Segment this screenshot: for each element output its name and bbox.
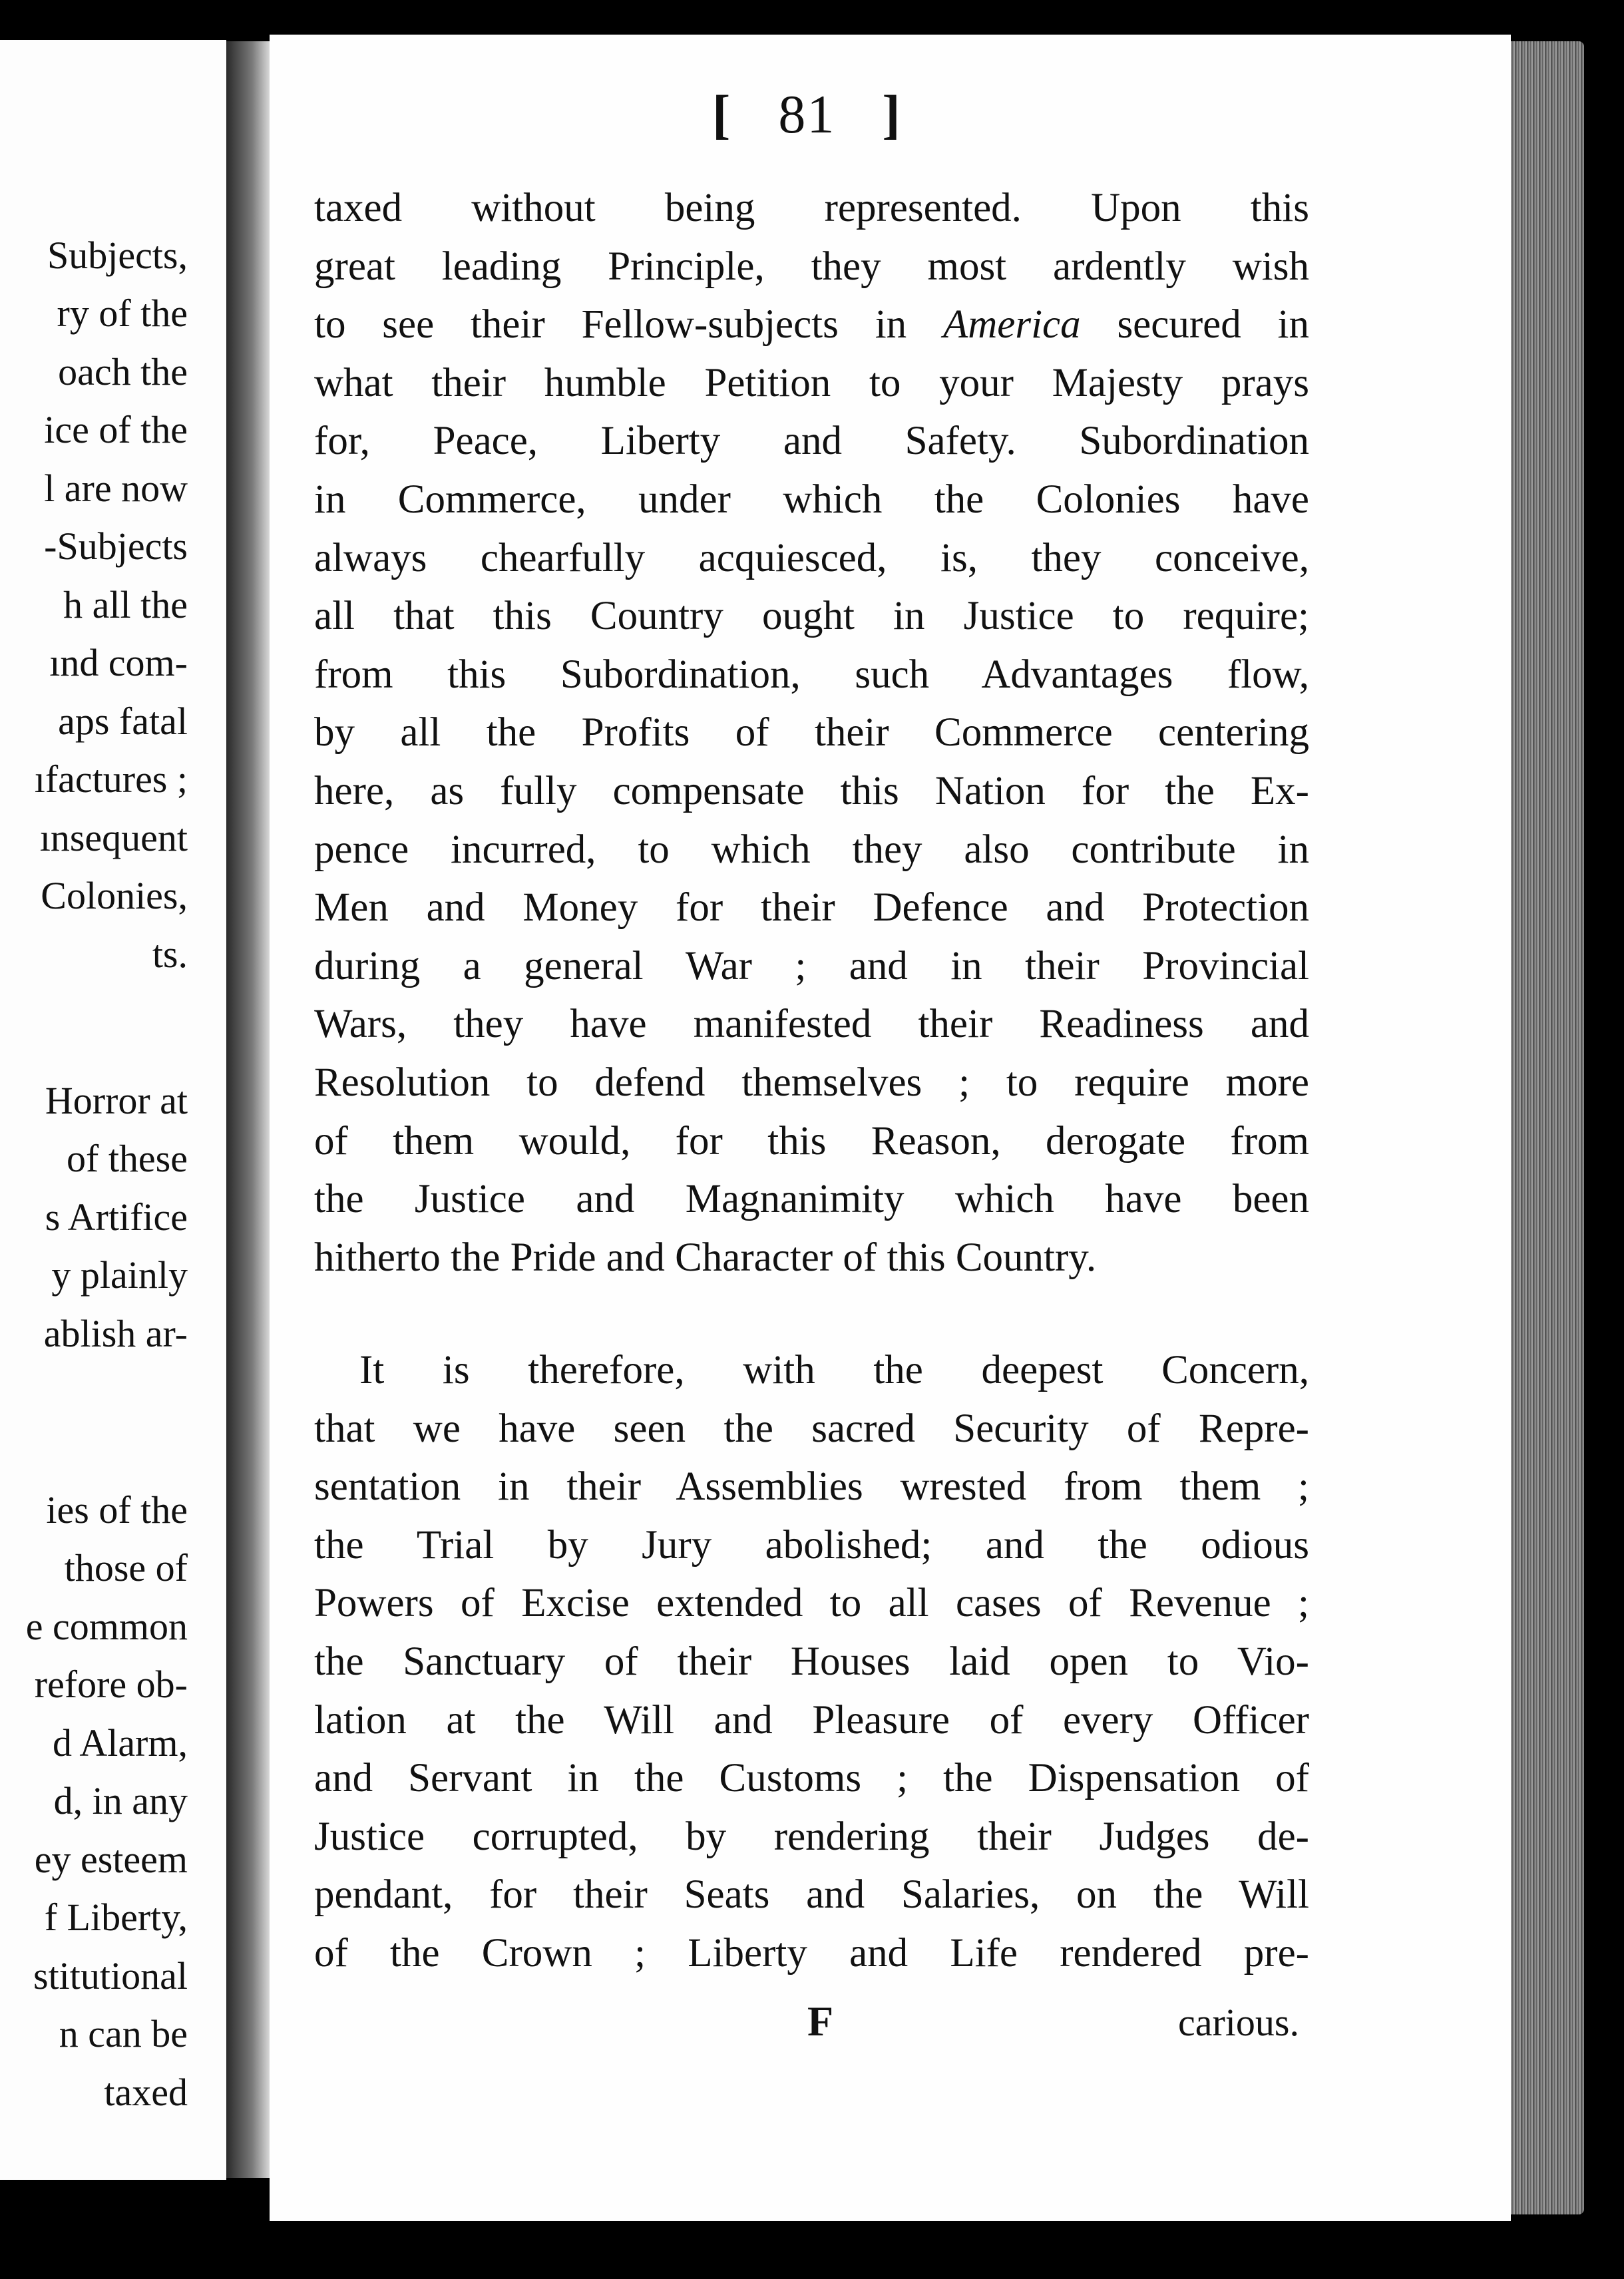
left-page-line: y plainly bbox=[51, 1253, 188, 1297]
left-page-line: l are now bbox=[44, 467, 188, 510]
text-line: lation at the Will and Pleasure of every Officer bbox=[314, 1697, 1309, 1743]
text-line: of the Crown ; Liberty and Life rendered pre- bbox=[314, 1931, 1309, 1975]
left-page-line: ınsequent bbox=[39, 816, 188, 859]
text-line: Wars, they have manifested their Readiness and bbox=[314, 1002, 1309, 1047]
left-page-line: n can be bbox=[59, 2012, 188, 2055]
text-line: that we have seen the sacred Security of Repre- bbox=[314, 1406, 1309, 1451]
left-page-line: ice of the bbox=[44, 408, 188, 451]
left-page bbox=[0, 40, 226, 2180]
left-page-line: refore ob- bbox=[34, 1663, 188, 1706]
left-page-line: ey esteem bbox=[34, 1838, 188, 1881]
left-page-line: d, in any bbox=[53, 1779, 188, 1822]
text-line: for, Peace, Liberty and Safety. Subordination bbox=[314, 419, 1309, 464]
left-page-line: ies of the bbox=[46, 1488, 188, 1532]
text-line: Men and Money for their Defence and Protection bbox=[314, 885, 1309, 931]
text-line: and Servant in the Customs ; the Dispensation of bbox=[314, 1756, 1309, 1801]
text-line: pence incurred, to which they also contribute in bbox=[314, 827, 1309, 872]
left-page-line: Colonies, bbox=[41, 874, 188, 917]
left-page-line: oach the bbox=[58, 350, 188, 393]
text-line: pendant, for their Seats and Salaries, on the Will bbox=[314, 1872, 1309, 1918]
text-line: Powers of Excise extended to all cases of Revenue ; bbox=[314, 1581, 1309, 1626]
text-line: always chearfully acquiesced, is, they conceive, bbox=[314, 535, 1309, 580]
text-line: It is therefore, with the deepest Concern, bbox=[359, 1348, 1309, 1392]
header-bracket-left: [ bbox=[712, 84, 732, 144]
italic-word: America bbox=[942, 302, 1081, 347]
left-page-line: stitutional bbox=[33, 1954, 188, 1997]
left-page-line: f Liberty, bbox=[44, 1896, 188, 1939]
text-line: in Commerce, under which the Colonies have bbox=[314, 477, 1309, 522]
left-page-line: of these bbox=[67, 1137, 188, 1180]
text-line: Resolution to defend themselves ; to require more bbox=[314, 1060, 1309, 1105]
left-page-line: ınd com- bbox=[49, 641, 188, 684]
text-line: of them would, for this Reason, derogate from bbox=[314, 1118, 1309, 1163]
page-number: 81 bbox=[778, 84, 836, 144]
text-line: the Trial by Jury abolished; and the odious bbox=[314, 1522, 1309, 1567]
text-line: here, as fully compensate this Nation for the Ex- bbox=[314, 769, 1309, 813]
left-page-line: ablish ar- bbox=[43, 1312, 188, 1355]
left-page-line: Subjects, bbox=[47, 234, 188, 277]
text-line: what their humble Petition to your Majesty prays bbox=[314, 360, 1309, 405]
left-page-line: -Subjects bbox=[44, 524, 188, 568]
left-page-line: h all the bbox=[63, 583, 188, 626]
text-line: from this Subordination, such Advantages flow, bbox=[314, 652, 1309, 697]
page-header bbox=[712, 83, 902, 146]
left-page-line: ry of the bbox=[57, 292, 188, 335]
left-page-line: ıfactures ; bbox=[34, 757, 188, 801]
text-line: taxed without being represented. Upon this bbox=[314, 186, 1309, 230]
left-page-line: those of bbox=[64, 1546, 188, 1589]
text-line: the Justice and Magnanimity which have been bbox=[314, 1177, 1309, 1222]
text-line: to see their Fellow-subjects in America secured in bbox=[314, 302, 1309, 347]
text-line: Justice corrupted, by rendering their Judges de- bbox=[314, 1814, 1309, 1859]
left-page-line: taxed bbox=[104, 2071, 188, 2114]
text-line: the Sanctuary of their Houses laid open to Vio- bbox=[314, 1639, 1309, 1684]
text-line: by all the Profits of their Commerce centering bbox=[314, 710, 1309, 755]
left-page-line: s Artifice bbox=[45, 1195, 188, 1239]
left-page-line: e common bbox=[25, 1605, 188, 1648]
header-bracket-right: ] bbox=[882, 84, 902, 144]
left-page-line: Horror at bbox=[45, 1079, 188, 1122]
left-page-line: aps fatal bbox=[58, 700, 188, 743]
signature-mark: F bbox=[807, 1997, 834, 2045]
gutter-shadow bbox=[226, 41, 270, 2178]
text-line: great leading Principle, they most ardently wish bbox=[314, 244, 1309, 289]
text-line: hitherto the Pride and Character of this Country. bbox=[314, 1235, 1097, 1280]
text-line: sentation in their Assemblies wrested from them ; bbox=[314, 1464, 1309, 1510]
text-line: all that this Country ought in Justice to require; bbox=[314, 594, 1309, 639]
left-page-line: d Alarm, bbox=[53, 1721, 188, 1764]
text-line: during a general War ; and in their Provincial bbox=[314, 943, 1309, 988]
left-page-line: ts. bbox=[152, 932, 188, 976]
catchword: carious. bbox=[1178, 2001, 1299, 2044]
